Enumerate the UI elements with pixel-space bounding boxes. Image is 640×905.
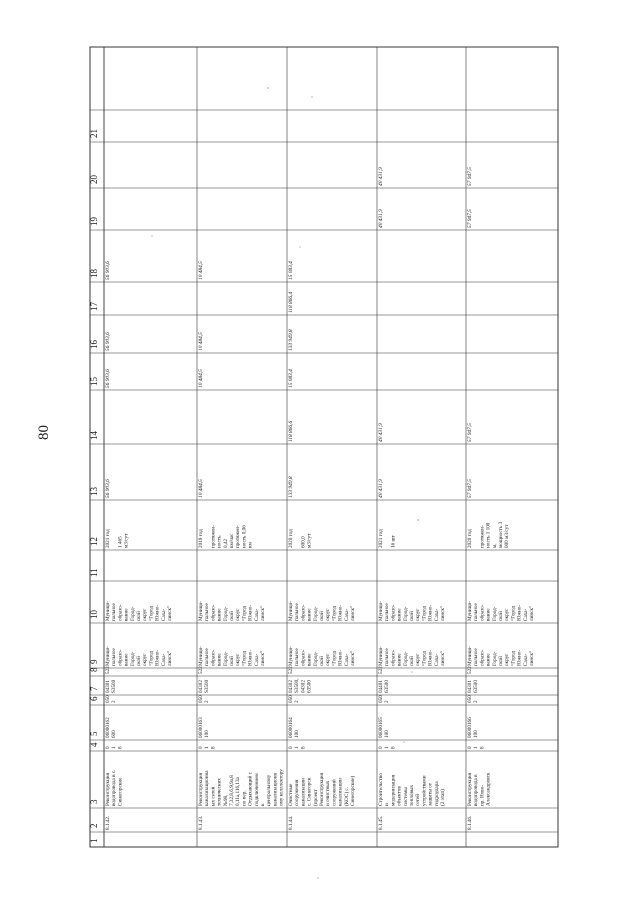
cell-text-c6: 050 [288,695,294,703]
cell-text-c9: образо- [300,649,307,666]
column-number: 13 [89,487,99,496]
cell-text-c4: 1 [384,746,391,749]
cell-text-c9: вание [485,653,492,666]
cell-text-c3: Синегорские [117,777,124,806]
cell-text-c13: 40 431,9 [378,479,384,498]
cell-text-c15: 56 903,6 [105,369,111,388]
cell-text-c9: ской [136,656,142,666]
cell-text-c9: “Город [331,650,338,666]
column-number: 17 [89,302,99,311]
cell-text-c10: образо- [117,604,124,621]
cell-text-c3: канализационна [204,770,211,806]
cell-text-c6: 2 [473,700,480,703]
cell-text-c9: “Город [241,650,248,666]
cell-text-c9: Муници- [198,646,204,666]
cell-text-c4: 8 [390,746,397,749]
cell-text-c7: 04401 [378,680,384,693]
column-number: 15 [89,377,99,386]
cell-text-c9: вание [216,653,223,666]
cell-text-c9: округ [142,653,149,666]
cell-text-c9: округ [235,653,242,666]
column-number: 18 [89,269,99,278]
cell-text-c9: округ [504,653,511,666]
cell-text-c4: 8 [300,746,307,749]
column-number: 8 [89,667,99,672]
cell-text-c12: ность 0,06 [241,525,248,548]
cell-text-c16: 133 949,8 [288,329,294,351]
cell-text-c9: пальное [384,648,391,666]
cell-text-c9: вание [306,653,313,666]
cell-text-c8: 522 [288,666,294,674]
cell-text-c10: ской [229,611,235,621]
cell-text-c10: образо- [210,604,217,621]
column-number: 2 [89,823,99,828]
cell-text-c12: протяжен- [210,525,217,548]
cell-text-c12: 2021 год [105,529,111,548]
cell-text-c3: (2 этап) [440,789,446,806]
cell-text-c6: 050 [467,695,473,703]
cell-text-c9: Южно- [427,649,434,666]
cell-text-c9: вание [123,653,130,666]
cell-text-c2: 8.1.43. [198,815,204,830]
cell-text-c3: Очистные [288,783,294,806]
cell-text-c9: пальное [294,648,301,666]
cell-text-c3: водопровода в [473,774,480,806]
cell-text-c8: 522 [467,666,473,674]
cell-text-c12: протяжен- [235,525,242,548]
cell-text-c12: 1 465 [117,536,124,548]
column-number: 4 [89,742,99,747]
cell-text-c9: Город- [312,651,319,666]
cell-text-c10: Муници- [378,601,384,621]
cell-text-c6: 2 [111,700,118,703]
cell-text-c3: и очистных [325,780,332,806]
cell-text-c10: Город- [222,606,229,621]
cell-text-c10: образо- [300,604,307,621]
cell-text-c4: 1 [204,746,211,749]
cell-text-c10: образо- [479,604,486,621]
cell-text-c10: Муници- [467,601,473,621]
cell-text-c9: Муници- [105,646,111,666]
cell-text-c9: Саха- [343,653,350,666]
column-number: 19 [89,217,99,226]
cell-text-c5: 06000166 [467,717,473,738]
cell-text-c7: 04301 [105,680,111,693]
cell-text-c20: 57 947,5 [467,167,473,186]
cell-text-c9: Южно- [337,649,344,666]
cell-text-c6: 2 [204,700,211,703]
cell-text-c9: линск” [529,650,535,666]
cell-text-c4: 0 [467,746,473,749]
cell-text-c7: 04302 [288,680,294,693]
cell-text-c8: 522 [378,666,384,674]
cell-text-c3: 0,11а,116,13а [235,777,242,806]
cell-text-c7: 63500 [473,680,480,693]
cell-text-c9: образо- [479,649,486,666]
cell-text-c3: Реконструкция [319,773,325,806]
table-grid [90,47,558,847]
cell-text-c12: ность 1 100 [485,522,492,548]
cell-text-c3: Отдыхающий с [247,772,254,806]
cell-text-c10: Саха- [433,608,440,621]
cell-text-c18: 15 083,4 [288,261,294,280]
cell-text-c2: 8.1.46. [467,815,473,830]
cell-text-c19: 40 431,9 [378,209,384,228]
cell-text-c2: 8.1.42. [105,815,111,830]
column-number: 12 [89,537,99,546]
cell-text-c12: 600,0 [300,536,307,548]
cell-text-c10: ской [319,611,325,621]
cell-text-c10: вание [485,608,492,621]
cell-text-c12: 000 м3/сут [504,524,511,548]
cell-text-c10: ской [409,611,415,621]
cell-text-c10: Город- [402,606,409,621]
cell-text-c9: линск” [350,650,356,666]
cell-text-c7: S3500 [204,679,211,693]
cell-text-c3: сетей [415,793,422,806]
cell-text-c9: Город- [129,651,136,666]
cell-text-c10: Южно- [516,604,523,621]
cell-text-c6: 050 [105,695,111,703]
cell-text-c10: “Город [241,605,248,621]
cell-text-c3: водопровода в с. [111,769,118,806]
cell-text-c14: 118 866,6 [288,420,294,442]
cell-text-c5: 100 [384,730,391,738]
cell-text-c20: 40 431,9 [378,167,384,186]
cell-text-c9: образо- [117,649,124,666]
cell-text-c3: к [260,803,266,806]
cell-text-c9: “Город [148,650,155,666]
cell-text-c10: линск” [167,605,173,621]
cell-text-c9: округ [325,653,332,666]
cell-text-c2: 8.1.45. [378,815,384,830]
cell-text-c4: 8 [479,746,486,749]
cell-text-c3: сооружения [294,779,301,806]
cell-text-c9: округ [415,653,422,666]
cell-text-c9: ской [409,656,415,666]
cell-text-c7: S3500, [294,678,301,693]
cell-text-c4: 0 [288,746,294,749]
cell-text-c3: гидроудара [433,781,440,806]
column-number: 21 [89,129,99,138]
cell-text-c3: модернизация [390,774,397,806]
cell-text-c3: №98, [222,794,229,806]
cell-text-c9: ской [498,656,504,666]
cell-text-c14: 40 431,9 [378,423,384,442]
cell-text-c19: 57 947,5 [467,209,473,228]
cell-text-c9: ской [319,656,325,666]
cell-text-c4: 0 [105,746,111,749]
cell-text-c10: Муници- [198,601,204,621]
cell-text-c10: вание [123,608,130,621]
cell-text-c10: Город- [129,606,136,621]
cell-text-c10: пальное [384,603,391,621]
cell-text-c3: тепловых [409,784,415,806]
cell-text-c10: линск” [529,605,535,621]
cell-text-c3: канализации [337,778,344,806]
cell-text-c9: пальное [111,648,118,666]
cell-text-c10: округ [504,608,511,621]
cell-text-c4: 0 [378,746,384,749]
cell-text-c9: Южно- [154,649,161,666]
cell-text-c3: объектов [396,786,403,806]
cell-text-c9: Саха- [522,653,529,666]
cell-text-c3: Александровск [485,772,492,806]
cell-text-c10: вание [396,608,403,621]
cell-text-c3: Реконструкция [105,773,111,806]
cell-text-c9: пальное [204,648,211,666]
cell-text-c12: км [247,542,254,548]
cell-text-c8: 522 [198,666,204,674]
cell-text-c10: Саха- [253,608,260,621]
cell-text-c10: вание [216,608,223,621]
cell-text-c3: системы [402,787,409,806]
cell-text-c9: Саха- [253,653,260,666]
cell-text-c12: ность [216,535,223,548]
cell-text-c10: округ [325,608,332,621]
cell-text-c10: пальное [111,603,118,621]
cell-text-c13: 133 949,8 [288,476,294,498]
cell-text-c14: 57 947,5 [467,423,473,442]
cell-text-c10: Муници- [105,601,111,621]
cell-text-c4: 8 [117,746,124,749]
cell-text-c10: Саха- [522,608,529,621]
column-number: 3 [89,799,99,804]
cell-text-c10: ской [136,611,142,621]
cell-text-c9: образо- [390,649,397,666]
cell-text-c3: по пер. [241,790,248,806]
cell-text-c5: 06000165 [378,717,384,738]
cell-text-c5: 06000162 [105,717,111,738]
cell-text-c10: Город- [491,606,498,621]
cell-text-c9: Город- [491,651,498,666]
cell-text-c5: 100 [204,730,211,738]
cell-text-c15: 15 083,4 [288,369,294,388]
cell-text-c18: 10 484,5 [198,261,204,280]
cell-text-c3: Реконструкция [198,773,204,806]
cell-text-c7: 63500 [384,680,391,693]
column-number: 6 [89,696,99,701]
cell-text-c9: Город- [222,651,229,666]
cell-text-c10: линск” [440,605,446,621]
cell-text-c7: 63500 [306,680,313,693]
cell-text-c15: 10 484,5 [198,369,204,388]
cell-text-c4: 1 [294,746,301,749]
cell-text-c9: образо- [210,649,217,666]
cell-text-c7: S3500 [111,679,118,693]
cell-text-c3: ых сетей [210,786,217,806]
cell-text-c3: защиты от [427,783,434,806]
cell-text-c12: 2020 год [467,529,473,548]
cell-text-c3: (проект [312,789,319,806]
cell-text-c10: Южно- [337,604,344,621]
cell-text-c10: ской [498,611,504,621]
cell-text-c6: 2 [384,700,391,703]
cell-text-c10: Город- [312,606,319,621]
cell-text-c10: Южно- [154,604,161,621]
cell-text-c3: (КОС) с. [343,787,350,806]
cell-text-c5: 100 [294,730,301,738]
cell-text-c5: 06000164 [288,717,294,738]
cell-text-c4: 0 [198,746,204,749]
cell-text-c10: вание [306,608,313,621]
cell-text-c3: устройствами [421,775,428,806]
cell-text-c9: линск” [167,650,173,666]
cell-text-c10: пальное [294,603,301,621]
column-number: 1 [89,838,99,843]
cell-text-c7: 04301 [467,680,473,693]
cell-text-c16: 56 903,6 [105,332,111,351]
cell-text-c3: 7,32,8,б,9,9а,8 [229,775,235,806]
cell-text-c3: с. Синегорск [306,777,313,806]
cell-text-c3: ому колллектору [278,769,285,806]
cell-text-c10: Саха- [343,608,350,621]
cell-text-c3: центральному [266,774,273,806]
cell-text-c9: линск” [440,650,446,666]
cell-text-c5: 600 [111,730,118,738]
cell-text-c10: линск” [260,605,266,621]
cell-text-c3: канализационн [272,772,279,806]
cell-text-c12: м3/сут [306,533,313,548]
cell-text-c13: 56 903,6 [105,479,111,498]
column-number: 10 [89,610,99,619]
cell-text-c6: 050 [198,695,204,703]
table-text [89,129,535,843]
cell-text-c12: 0,42 [222,538,229,548]
cell-text-c13: 10 484,5 [198,479,204,498]
cell-text-c2: 8.1.44. [288,815,294,830]
column-number: 16 [89,340,99,349]
cell-text-c9: “Город [510,650,517,666]
cell-text-c12: м3/сут [123,533,130,548]
cell-text-c10: “Город [421,605,428,621]
cell-text-c7: 04302 [300,680,307,693]
cell-text-c4: 8 [210,746,217,749]
cell-text-c12: 2020 год [288,529,294,548]
cell-text-c9: Южно- [247,649,254,666]
cell-text-c3: Синегорские) [350,775,356,806]
cell-text-c16: 10 484,5 [198,332,204,351]
cell-text-c9: Муници- [467,646,473,666]
cell-text-c9: пальное [473,648,480,666]
cell-text-c3: сооружений [331,779,338,806]
cell-text-c9: ской [229,656,235,666]
cell-text-c10: линск” [350,605,356,621]
cell-text-c9: линск” [260,650,266,666]
cell-text-c10: “Город [331,605,338,621]
column-number: 11 [89,568,99,577]
cell-text-c6: 050 [378,695,384,703]
cell-text-c10: округ [142,608,149,621]
cell-text-c9: Город- [402,651,409,666]
cell-text-c3: технических [216,778,223,806]
cell-text-c8: 522 [105,666,111,674]
cell-text-c5: 06000163 [198,717,204,738]
column-number: 5 [89,731,99,736]
cell-text-c9: Саха- [160,653,167,666]
cell-text-c3: Реконструкция [467,773,473,806]
cell-text-c6: 2 [294,700,301,703]
cell-text-c10: округ [415,608,422,621]
page-number: 80 [36,425,52,440]
cell-text-c17: 118 866,4 [288,291,294,313]
cell-text-c12: 2021 год [378,529,384,548]
cell-text-c10: Муници- [288,601,294,621]
cell-text-c3: пр. Ново- [479,784,486,806]
cell-text-c3: канализации [300,778,307,806]
cell-text-c5: 100 [473,730,480,738]
table-border [90,47,558,847]
cell-text-c7: 04302 [198,680,204,693]
cell-text-c9: Саха- [433,653,440,666]
column-number: 7 [89,686,99,691]
cell-text-c12: 2019 год [198,529,204,548]
cell-text-c9: “Город [421,650,428,666]
cell-text-c12: км/час [229,533,235,548]
cell-text-c10: пальное [204,603,211,621]
cell-text-c12: протяжен- [479,525,486,548]
cell-text-c9: Муници- [378,646,384,666]
cell-text-c10: пальное [473,603,480,621]
column-number: 14 [89,431,99,440]
cell-text-c12: мощность 3 [498,521,504,548]
cell-text-c10: Южно- [427,604,434,621]
cell-text-c10: “Город [510,605,517,621]
cell-text-c10: Южно- [247,604,254,621]
column-number: 20 [89,175,99,184]
cell-text-c4: 1 [473,746,480,749]
column-number: 9 [89,659,99,664]
cell-text-c3: подключением [253,773,260,806]
cell-text-c12: 16 шт [390,535,397,548]
cell-text-c9: Муници- [288,646,294,666]
cell-text-c10: образо- [390,604,397,621]
cell-text-c9: вание [396,653,403,666]
cell-text-c10: “Город [148,605,155,621]
cell-text-c10: Саха- [160,608,167,621]
cell-text-c12: м, [491,543,498,548]
cell-text-c4: 1 [111,746,118,749]
cell-text-c3: Строительство [378,773,384,806]
cell-text-c13: 57 947,5 [467,479,473,498]
cell-text-c3: и [384,803,391,806]
cell-text-c10: округ [235,608,242,621]
cell-text-c18: 56 903,6 [105,261,111,280]
cell-text-c9: Южно- [516,649,523,666]
